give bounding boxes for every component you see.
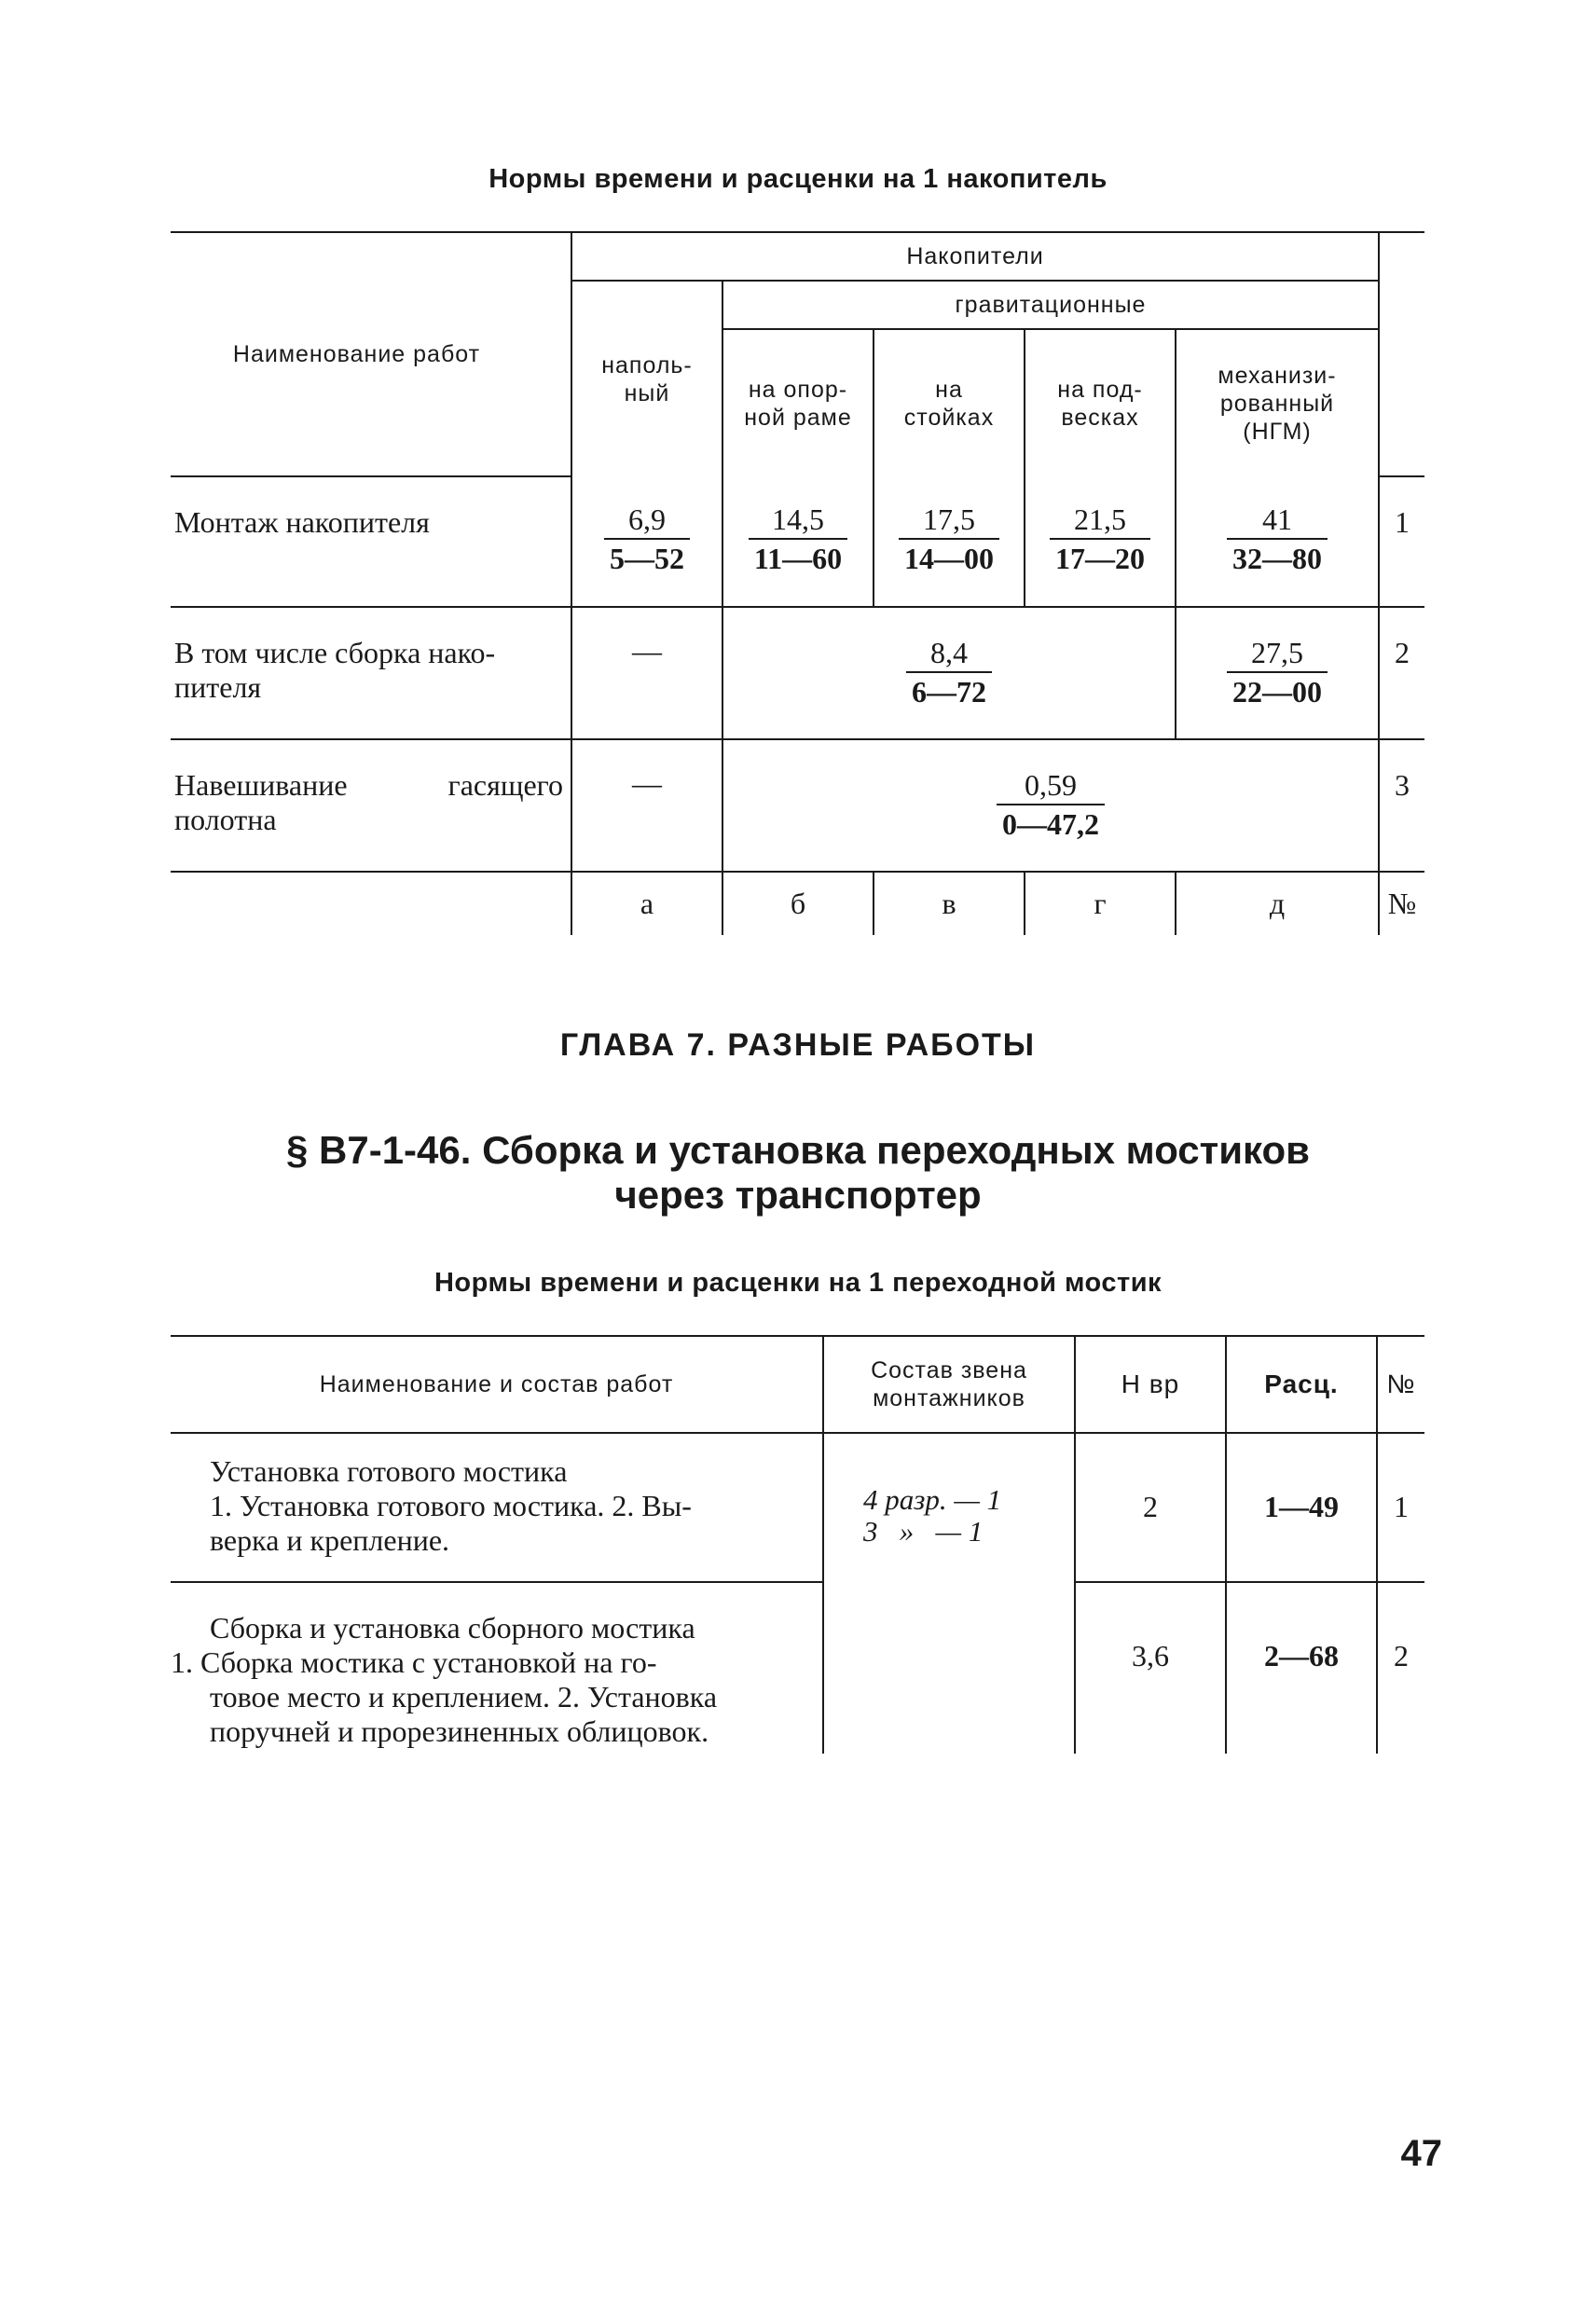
accumulators-header: Накопители [571, 232, 1379, 281]
time-norm: 8,4 [906, 634, 992, 673]
value-cell [722, 739, 1379, 872]
value-cell [1025, 476, 1176, 607]
page-number: 47 [1400, 2133, 1442, 2174]
table-row [171, 476, 1424, 607]
value-cell [722, 607, 1176, 739]
column-letter: в [874, 872, 1025, 935]
work-description: 1. Установка готового мостика. 2. Вы- верка и крепление. [210, 1489, 692, 1557]
section-title [0, 1128, 1596, 1218]
row-name: Монтаж накопителя [171, 476, 571, 607]
time-norm: 27,5 [1227, 634, 1328, 673]
value-cell [571, 476, 722, 607]
rate: 11—60 [753, 542, 843, 575]
dash-cell: — [571, 607, 722, 739]
column-letter: д [1176, 872, 1379, 935]
col-floor-header: наполь- ный [571, 281, 722, 476]
table-row [171, 1582, 1424, 1754]
gravitational-header: гравитационные [722, 281, 1379, 329]
row-number: 1 [1379, 476, 1424, 607]
col-rate-header: Расц. [1226, 1336, 1377, 1433]
time-norm: 3,6 [1075, 1582, 1226, 1754]
crew-cell [823, 1433, 1075, 1754]
table-row [171, 739, 1424, 872]
time-norm: 0,59 [997, 766, 1105, 805]
table-row [171, 1433, 1424, 1582]
col-work-name-header: Наименование работ [171, 232, 571, 476]
column-letter: а [571, 872, 722, 935]
rate: 5—52 [610, 542, 684, 575]
col-name-header: Наименование и состав работ [171, 1336, 823, 1433]
work-title: Установка готового мостика [210, 1454, 568, 1488]
col-time-header: Н вр [1075, 1336, 1226, 1433]
chapter-title: ГЛАВА 7. РАЗНЫЕ РАБОТЫ [559, 1027, 1037, 1063]
value-cell [1176, 607, 1379, 739]
section-title-line2: через транспортер [614, 1173, 982, 1217]
column-number-sign: № [1387, 887, 1417, 920]
table2-caption: Нормы времени и расценки на 1 переходной мостик [433, 1268, 1163, 1298]
col-hangers-header: на под- весках [1025, 329, 1176, 476]
time-norm: 2 [1075, 1433, 1226, 1582]
row-number: 1 [1377, 1433, 1424, 1582]
time-norm: 14,5 [749, 501, 847, 540]
header-spacer [1379, 232, 1424, 476]
table-norms-bridge [171, 1335, 1424, 1754]
column-letter: б [722, 872, 874, 935]
rate: 22—00 [1232, 675, 1322, 709]
work-cell [171, 1582, 823, 1754]
col-number-header: № [1377, 1336, 1424, 1433]
row-name: В том числе сборка нако- пителя [171, 607, 571, 739]
time-norm: 17,5 [899, 501, 999, 540]
row-number: 2 [1379, 607, 1424, 739]
row-number: 2 [1394, 1639, 1409, 1672]
work-description: 1. Сборка мостика с установкой на го- товое место и креплением. 2. Установка поручней и прорезиненных облицовок. [171, 1645, 718, 1748]
table-row [171, 607, 1424, 739]
dash-cell: — [571, 739, 722, 872]
col-mech-header: механизи- рованный (НГМ) [1218, 362, 1337, 445]
crew-composition: 4 разр. — 1 3 » — 1 [863, 1483, 1002, 1548]
table1-caption: Нормы времени и расценки на 1 накопитель [488, 164, 1108, 194]
row-number: 3 [1379, 739, 1424, 872]
time-norm: 6,9 [604, 501, 690, 540]
time-norm: 41 [1227, 501, 1328, 540]
work-cell [171, 1433, 823, 1582]
value-cell [1176, 476, 1379, 607]
col-crew-header: Состав звена монтажников [823, 1336, 1075, 1433]
rate: 17—20 [1055, 542, 1145, 575]
section-title-line1: § В7-1-46. Сборка и установка переходных мостиков [286, 1128, 1310, 1172]
work-title: Сборка и установка сборного мостика [210, 1611, 695, 1645]
rate: 14—00 [904, 542, 994, 575]
rate: 0—47,2 [1002, 807, 1099, 841]
row-name: Навешивание гасящего полотна [171, 739, 571, 872]
rate: 6—72 [912, 675, 986, 709]
col-posts-header: на стойках [874, 329, 1025, 476]
column-letter: г [1025, 872, 1176, 935]
rate: 32—80 [1232, 542, 1322, 575]
rate: 1—49 [1226, 1433, 1377, 1582]
value-cell [722, 476, 874, 607]
col-frame-header: на опор- ной раме [722, 329, 874, 476]
table-norms-accumulator [171, 231, 1424, 935]
value-cell [874, 476, 1025, 607]
footer-spacer [171, 872, 571, 935]
time-norm: 21,5 [1050, 501, 1150, 540]
rate: 2—68 [1226, 1582, 1377, 1754]
